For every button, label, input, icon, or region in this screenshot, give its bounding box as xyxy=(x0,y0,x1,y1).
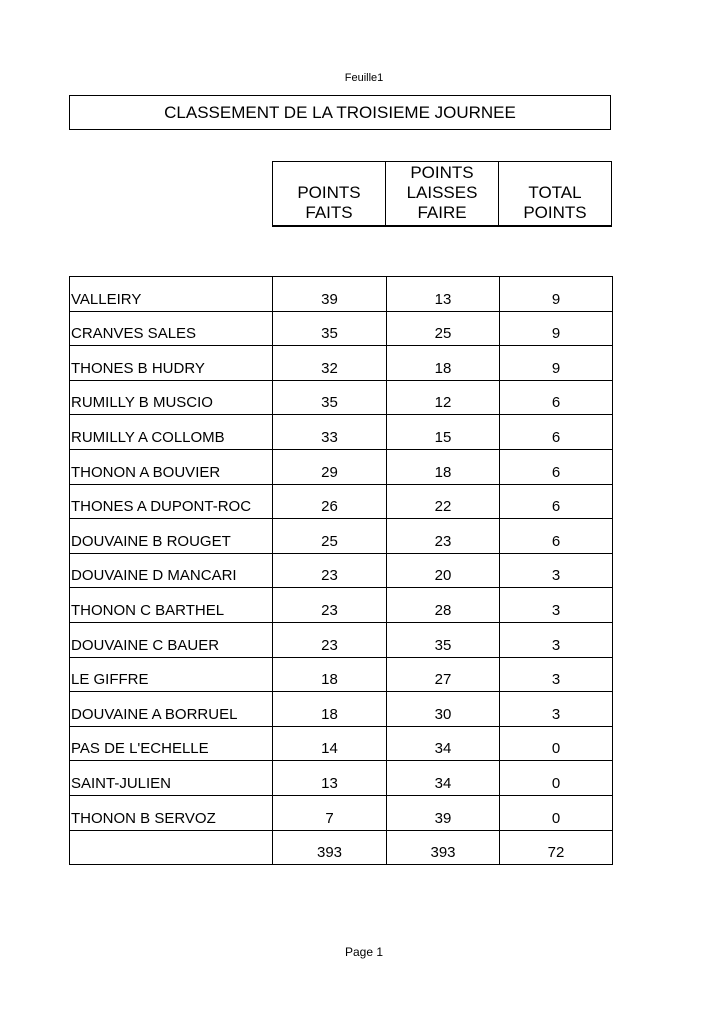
team-name-cell: THONON B SERVOZ xyxy=(70,795,273,830)
page-title: CLASSEMENT DE LA TROISIEME JOURNEE xyxy=(69,95,611,130)
points-faits-cell: 7 xyxy=(273,795,387,830)
total-total-points-cell: 72 xyxy=(500,830,613,865)
column-header-points-faits: POINTS FAITS xyxy=(297,183,361,222)
total-points-cell: 6 xyxy=(500,484,613,519)
table-row xyxy=(70,346,613,381)
total-points-cell: 3 xyxy=(500,588,613,623)
points-faits-cell: 33 xyxy=(273,415,387,450)
points-faits-cell: 18 xyxy=(273,657,387,692)
points-laisses-cell: 39 xyxy=(387,795,500,830)
points-faits-cell: 14 xyxy=(273,726,387,761)
table-row xyxy=(70,277,613,312)
team-name-cell: THONON A BOUVIER xyxy=(70,449,273,484)
points-laisses-cell: 15 xyxy=(387,415,500,450)
total-points-cell: 0 xyxy=(500,761,613,796)
standings-table-body xyxy=(70,277,613,865)
totals-label-cell xyxy=(70,830,273,865)
team-name-cell: THONON C BARTHEL xyxy=(70,588,273,623)
total-points-cell: 6 xyxy=(500,519,613,554)
points-laisses-cell: 25 xyxy=(387,311,500,346)
team-name-cell: THONES A DUPONT-ROC xyxy=(70,484,273,519)
points-laisses-cell: 34 xyxy=(387,761,500,796)
total-points-cell: 3 xyxy=(500,622,613,657)
table-row xyxy=(70,449,613,484)
points-faits-cell: 13 xyxy=(273,761,387,796)
table-row xyxy=(70,726,613,761)
points-faits-cell: 23 xyxy=(273,553,387,588)
points-faits-cell: 32 xyxy=(273,346,387,381)
points-laisses-cell: 18 xyxy=(387,449,500,484)
table-row xyxy=(70,761,613,796)
team-name-cell: CRANVES SALES xyxy=(70,311,273,346)
table-row xyxy=(70,484,613,519)
team-name-cell: RUMILLY A COLLOMB xyxy=(70,415,273,450)
points-laisses-cell: 20 xyxy=(387,553,500,588)
team-name-cell: RUMILLY B MUSCIO xyxy=(70,380,273,415)
team-name-cell: DOUVAINE D MANCARI xyxy=(70,553,273,588)
total-points-cell: 0 xyxy=(500,726,613,761)
table-row xyxy=(70,415,613,450)
total-points-cell: 9 xyxy=(500,346,613,381)
total-points-cell: 0 xyxy=(500,795,613,830)
table-row xyxy=(70,519,613,554)
total-points-faits-cell: 393 xyxy=(273,830,387,865)
table-row xyxy=(70,588,613,623)
page-number: Page 1 xyxy=(344,945,384,959)
total-points-laisses-cell: 393 xyxy=(387,830,500,865)
total-points-cell: 6 xyxy=(500,380,613,415)
points-faits-cell: 23 xyxy=(273,622,387,657)
team-name-cell: LE GIFFRE xyxy=(70,657,273,692)
points-faits-cell: 25 xyxy=(273,519,387,554)
column-header-row xyxy=(272,161,612,227)
total-points-cell: 6 xyxy=(500,449,613,484)
table-row xyxy=(70,692,613,727)
team-name-cell: DOUVAINE C BAUER xyxy=(70,622,273,657)
total-points-cell: 9 xyxy=(500,277,613,312)
total-points-cell: 6 xyxy=(500,415,613,450)
totals-row xyxy=(70,830,613,865)
points-faits-cell: 23 xyxy=(273,588,387,623)
points-faits-cell: 35 xyxy=(273,311,387,346)
points-laisses-cell: 34 xyxy=(387,726,500,761)
points-faits-cell: 26 xyxy=(273,484,387,519)
table-row xyxy=(70,553,613,588)
standings-table xyxy=(69,276,613,865)
team-name-cell: VALLEIRY xyxy=(70,277,273,312)
points-laisses-cell: 22 xyxy=(387,484,500,519)
sheet-name: Feuille1 xyxy=(344,72,384,84)
points-laisses-cell: 18 xyxy=(387,346,500,381)
points-laisses-cell: 35 xyxy=(387,622,500,657)
table-row xyxy=(70,657,613,692)
column-header-total-points: TOTAL POINTS xyxy=(498,162,611,225)
team-name-cell: THONES B HUDRY xyxy=(70,346,273,381)
total-points-cell: 3 xyxy=(500,553,613,588)
table-row xyxy=(70,795,613,830)
table-row xyxy=(70,380,613,415)
team-name-cell: DOUVAINE B ROUGET xyxy=(70,519,273,554)
points-faits-cell: 18 xyxy=(273,692,387,727)
column-header-points-laisses-faire: POINTS LAISSES FAIRE xyxy=(385,162,498,225)
team-name-cell: PAS DE L'ECHELLE xyxy=(70,726,273,761)
points-faits-cell: 39 xyxy=(273,277,387,312)
points-laisses-cell: 23 xyxy=(387,519,500,554)
team-name-cell: DOUVAINE A BORRUEL xyxy=(70,692,273,727)
points-faits-cell: 29 xyxy=(273,449,387,484)
points-laisses-cell: 13 xyxy=(387,277,500,312)
points-laisses-cell: 28 xyxy=(387,588,500,623)
total-points-cell: 9 xyxy=(500,311,613,346)
team-name-cell: SAINT-JULIEN xyxy=(70,761,273,796)
total-points-cell: 3 xyxy=(500,657,613,692)
points-laisses-cell: 27 xyxy=(387,657,500,692)
table-row xyxy=(70,311,613,346)
points-laisses-cell: 30 xyxy=(387,692,500,727)
points-faits-cell: 35 xyxy=(273,380,387,415)
total-points-cell: 3 xyxy=(500,692,613,727)
points-laisses-cell: 12 xyxy=(387,380,500,415)
table-row xyxy=(70,622,613,657)
